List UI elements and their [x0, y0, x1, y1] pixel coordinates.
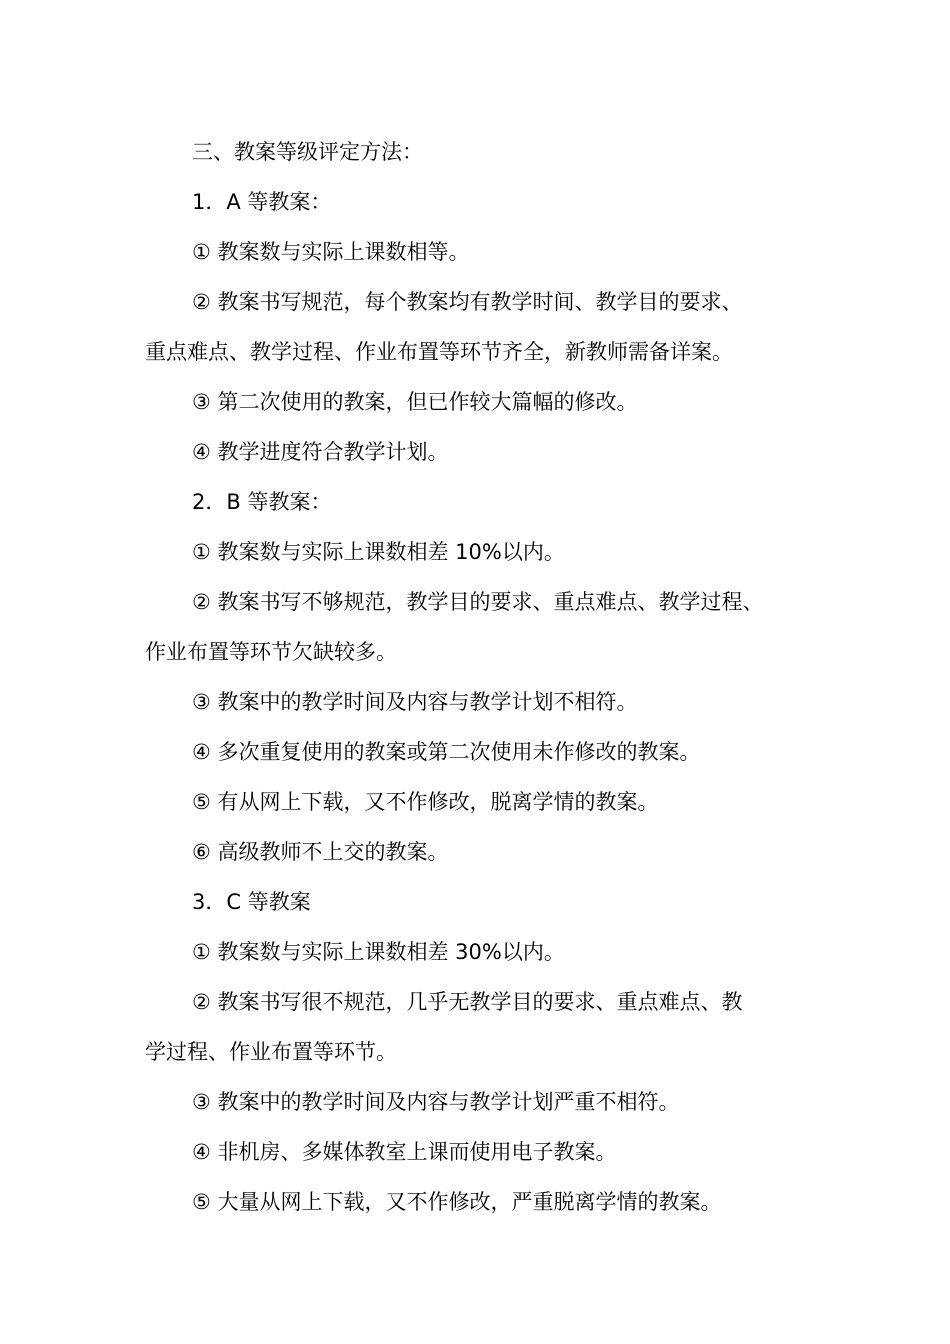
- grade-a-item-3: ③ 第二次使用的教案，但已作较大篇幅的修改。: [192, 390, 638, 414]
- grade-b-item-1: ① 教案数与实际上课数相差 10%以内。: [192, 540, 565, 564]
- document-body: [145, 127, 825, 1227]
- subheading-grade-a: 1．A 等教案：: [192, 190, 332, 214]
- grade-c-item-3: ③ 教案中的教学时间及内容与教学计划严重不相符。: [192, 1090, 680, 1114]
- section-heading: 三、教案等级评定方法：: [192, 140, 423, 164]
- grade-b-item-5: ⑤ 有从网上下载，又不作修改，脱离学情的教案。: [192, 790, 659, 814]
- grade-a-item-4: ④ 教学进度符合教学计划。: [192, 440, 449, 464]
- grade-b-item-2-continued: 作业布置等环节欠缺较多。: [145, 640, 397, 664]
- grade-b-item-3: ③ 教案中的教学时间及内容与教学计划不相符。: [192, 690, 638, 714]
- grade-b-item-6: ⑥ 高级教师不上交的教案。: [192, 840, 449, 864]
- subheading-grade-b: 2．B 等教案：: [192, 490, 332, 514]
- subheading-grade-c: 3．C 等教案: [192, 890, 311, 914]
- grade-a-item-2-continued: 重点难点、教学过程、作业布置等环节齐全，新教师需备详案。: [145, 340, 733, 364]
- grade-c-item-4: ④ 非机房、多媒体教室上课而使用电子教案。: [192, 1140, 617, 1164]
- grade-c-item-2-continued: 学过程、作业布置等环节。: [145, 1040, 397, 1064]
- grade-c-item-2: ② 教案书写很不规范，几乎无教学目的要求、重点难点、教: [192, 990, 743, 1014]
- grade-a-item-1: ① 教案数与实际上课数相等。: [192, 240, 470, 264]
- grade-c-item-5: ⑤ 大量从网上下载，又不作修改，严重脱离学情的教案。: [192, 1190, 722, 1214]
- grade-a-item-2: ② 教案书写规范，每个教案均有教学时间、教学目的要求、: [192, 290, 743, 314]
- grade-c-item-1: ① 教案数与实际上课数相差 30%以内。: [192, 940, 565, 964]
- grade-b-item-2: ② 教案书写不够规范，教学目的要求、重点难点、教学过程、: [192, 590, 764, 614]
- grade-b-item-4: ④ 多次重复使用的教案或第二次使用未作修改的教案。: [192, 740, 701, 764]
